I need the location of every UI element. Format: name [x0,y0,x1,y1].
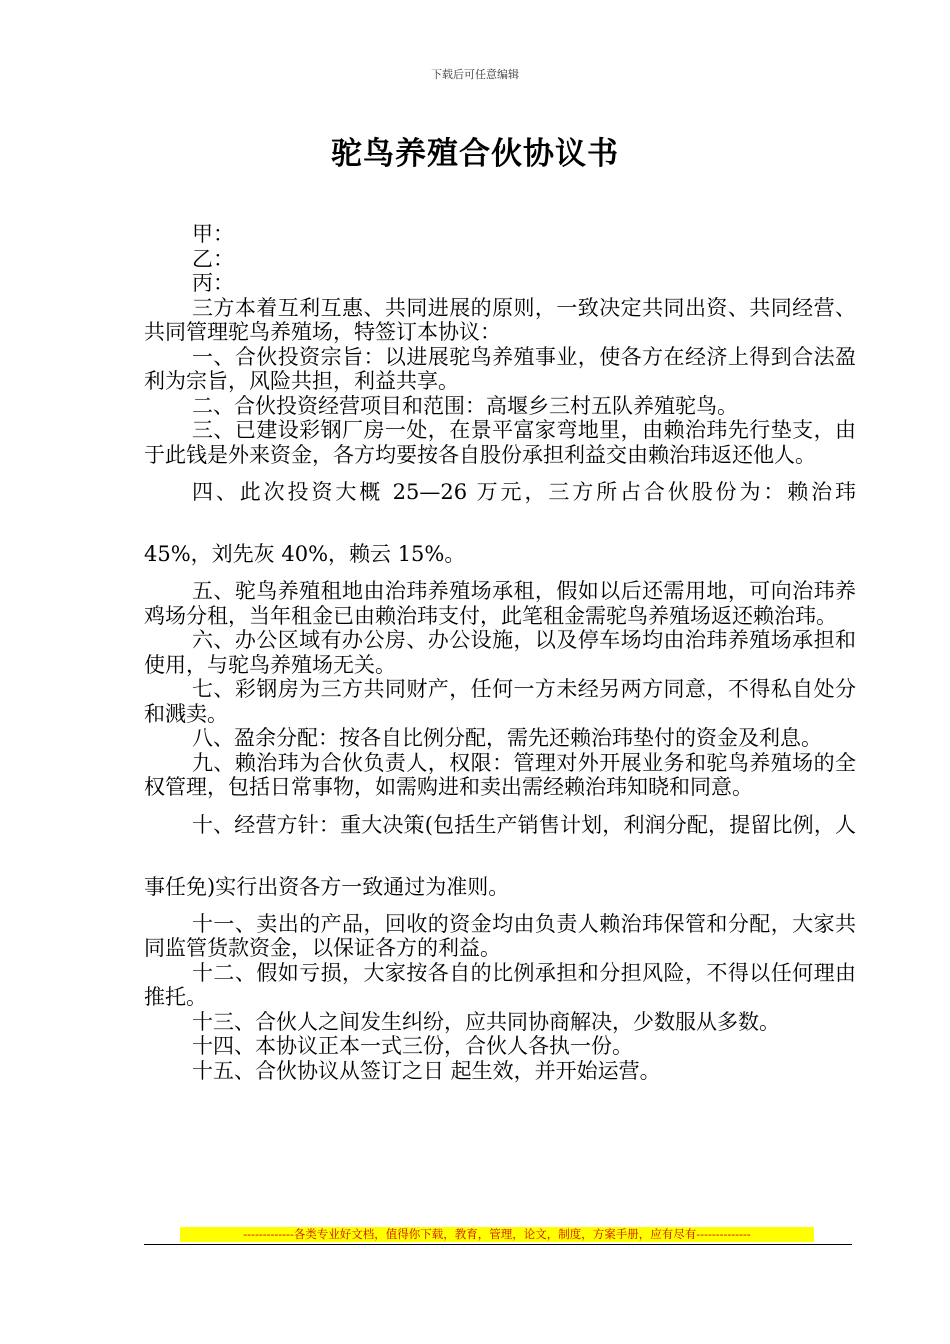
party-a-label: 甲： [192,222,234,246]
clause-11: 十一、卖出的产品，回收的资金均由负责人赖治玮保管和分配，大家共同监管货款资金，以保证各方的利益。 [144,911,856,960]
party-b-label: 乙： [192,246,234,271]
party-c-label: 丙： [192,271,234,295]
clause-13: 十三、合伙人之间发生纠纷，应共同协商解决，少数服从多数。 [192,1009,780,1034]
footer-banner: -------------各类专业好文档，值得你下载，教育，管理，论文，制度，方案手册，应有尽有-------------- [180,1227,814,1242]
clause-9: 九、赖治玮为合伙负责人，权限：管理对外开展业务和驼鸟养殖场的全权管理，包括日常事物，如需购进和卖出需经赖治玮知晓和同意。 [144,750,856,799]
clause-12: 十二、假如亏损，大家按各自的比例承担和分担风险，不得以任何理由推托。 [144,960,856,1009]
clause-7: 七、彩钢房为三方共同财产，任何一方未经另两方同意，不得私自处分和溅卖。 [144,677,856,726]
clause-10: 十、经营方针：重大决策(包括生产销售计划，利润分配，提留比例，人事任免)实行出资各方一致通过为准则。 [144,812,856,899]
footer-divider [144,1244,852,1245]
document-body [144,222,856,1083]
header-note: 下载后可任意编辑 [431,68,519,81]
clause-1: 一、合伙投资宗旨：以进展驼鸟养殖事业，使各方在经济上得到合法盈利为宗旨，风险共担，利益共享。 [144,344,856,393]
clause-8: 八、盈余分配：按各自比例分配，需先还赖治玮垫付的资金及利息。 [192,726,822,750]
intro-paragraph: 三方本着互利互惠、共同进展的原则，一致决定共同出资、共同经营、共同管理驼鸟养殖场，特签订本协议： [144,295,856,344]
clause-3: 三、已建设彩钢厂房一处，在景平富家弯地里，由赖治玮先行垫支，由于此钱是外来资金，各方均要按各自股份承担利益交由赖治玮返还他人。 [144,418,856,467]
clause-6: 六、办公区域有办公房、办公设施，以及停车场均由治玮养殖场承担和使用，与驼鸟养殖场无关。 [144,628,856,677]
clause-14: 十四、本协议正本一式三份，合伙人各执一份。 [192,1034,633,1058]
clause-2: 二、合伙投资经营项目和范围：高堰乡三村五队养殖驼鸟。 [192,393,738,418]
clause-4: 四、此次投资大概 25—26 万元，三方所占合伙股份为：赖治玮 45%，刘先灰 40%，赖云 15%。 [144,480,856,566]
page-title: 驼鸟养殖合伙协议书 [331,136,619,172]
clause-5: 五、驼鸟养殖租地由治玮养殖场承租，假如以后还需用地，可向治玮养鸡场分租，当年租金已由赖治玮支付，此笔租金需驼鸟养殖场返还赖治玮。 [144,579,856,628]
clause-15: 十五、合伙协议从签订之日 起生效，并开始运营。 [192,1058,661,1083]
